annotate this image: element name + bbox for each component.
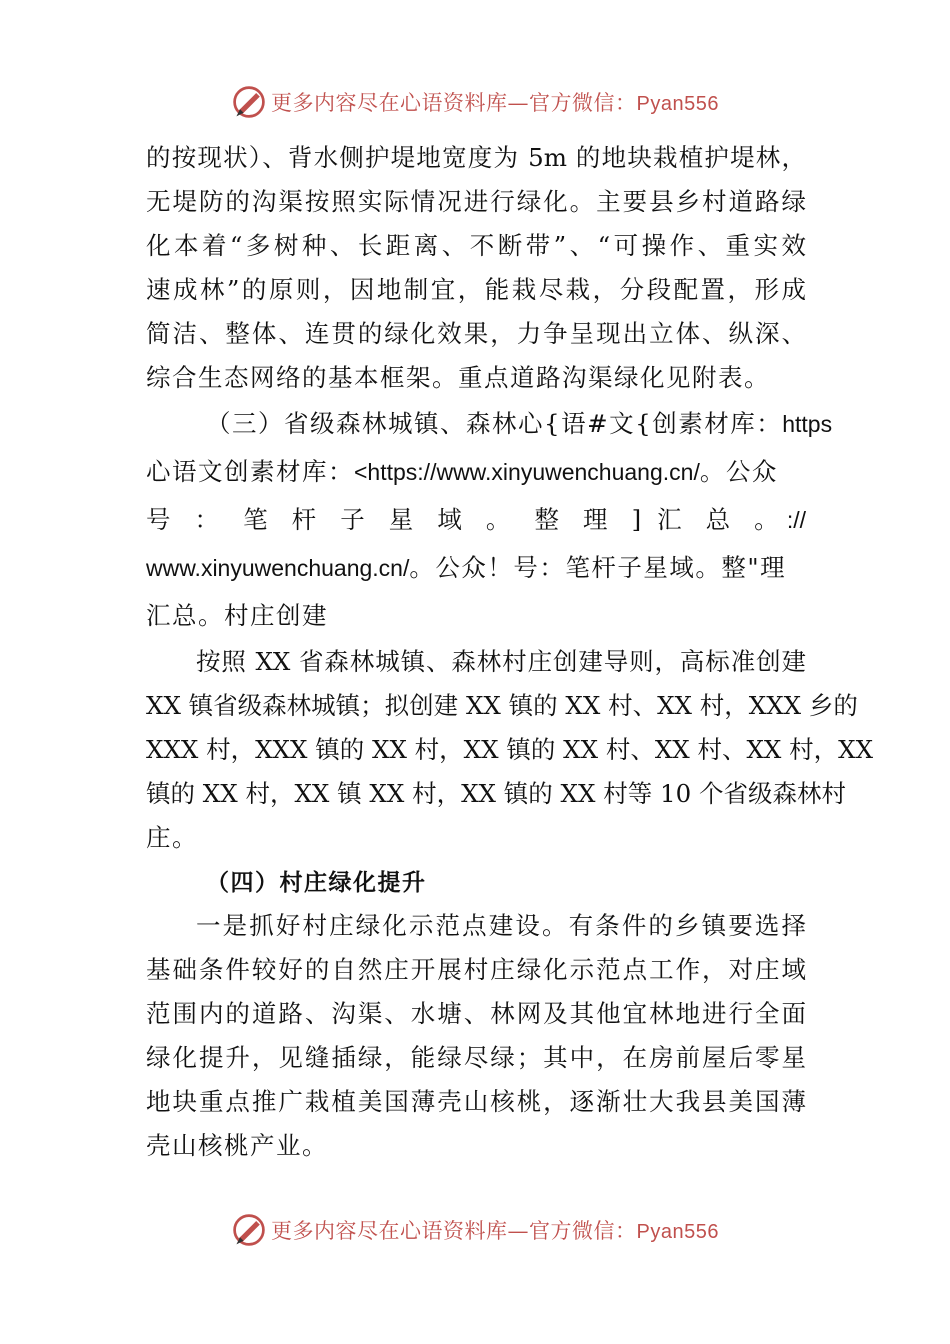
section-heading-4: （四）村庄绿化提升 bbox=[206, 870, 427, 896]
pen-logo-icon bbox=[231, 1212, 267, 1248]
text-line: 速成林”的原则，因地制宜，能栽尽栽，分段配置，形成 bbox=[146, 275, 806, 304]
paragraph-start: 按照 XX 省森林城镇、森林村庄创建导则，高标准创建 bbox=[196, 647, 806, 676]
paragraph-start: 一是抓好村庄绿化示范点建设。有条件的乡镇要选择 bbox=[196, 911, 806, 940]
text-line: 的按现状）、背水侧护堤地宽度为 5m 的地块栽植护堤林， bbox=[146, 143, 806, 172]
text-line: 号 ： 笔 杆 子 星 域 。 整 理 ] 汇 总 。:// bbox=[146, 505, 806, 534]
text-line: 化本着“多树种、长距离、不断带”、“可操作、重实效 bbox=[146, 231, 806, 260]
text-line: 心语文创素材库：<https://www.xinyuwenchuang.cn/。公众 bbox=[146, 457, 778, 486]
text-line: 范围内的道路、沟渠、水塘、林网及其他宜林地进行全面 bbox=[146, 999, 806, 1028]
text-line: 汇总。村庄创建 bbox=[146, 601, 328, 630]
text-line: 庄。 bbox=[146, 823, 198, 852]
banner-text: 更多内容尽在心语资料库—官方微信：Pyan556 bbox=[271, 91, 719, 115]
text-line: 绿化提升，见缝插绿，能绿尽绿；其中，在房前屋后零星 bbox=[146, 1043, 806, 1072]
text-line: XX 镇省级森林城镇；拟创建 XX 镇的 XX 村、XX 村，XXX 乡的 bbox=[146, 691, 858, 720]
text-line: 镇的 XX 村，XX 镇 XX 村，XX 镇的 XX 村等 10 个省级森林村 bbox=[146, 779, 846, 808]
text-line: XXX 村，XXX 镇的 XX 村，XX 镇的 XX 村、XX 村、XX 村，XX bbox=[146, 735, 874, 764]
text-line: 地块重点推广栽植美国薄壳山核桃，逐渐壮大我县美国薄 bbox=[146, 1087, 806, 1116]
text-line: 简洁、整体、连贯的绿化效果，力争呈现出立体、纵深、 bbox=[146, 319, 806, 348]
section-heading-3: （三）省级森林城镇、森林心{语#文{创素材库：https bbox=[206, 409, 833, 438]
pen-logo-icon bbox=[231, 84, 267, 120]
text-line: 壳山核桃产业。 bbox=[146, 1131, 328, 1160]
footer-banner bbox=[0, 1210, 950, 1250]
header-banner bbox=[0, 82, 950, 122]
text-line: 综合生态网络的基本框架。重点道路沟渠绿化见附表。 bbox=[146, 363, 770, 392]
banner-text: 更多内容尽在心语资料库—官方微信：Pyan556 bbox=[271, 1219, 719, 1243]
document-body bbox=[146, 136, 874, 1168]
text-line: 无堤防的沟渠按照实际情况进行绿化。主要县乡村道路绿 bbox=[146, 187, 806, 216]
text-line: www.xinyuwenchuang.cn/。公众！号：笔杆子星域。整"理 bbox=[146, 553, 787, 582]
text-line: 基础条件较好的自然庄开展村庄绿化示范点工作，对庄域 bbox=[146, 955, 806, 984]
